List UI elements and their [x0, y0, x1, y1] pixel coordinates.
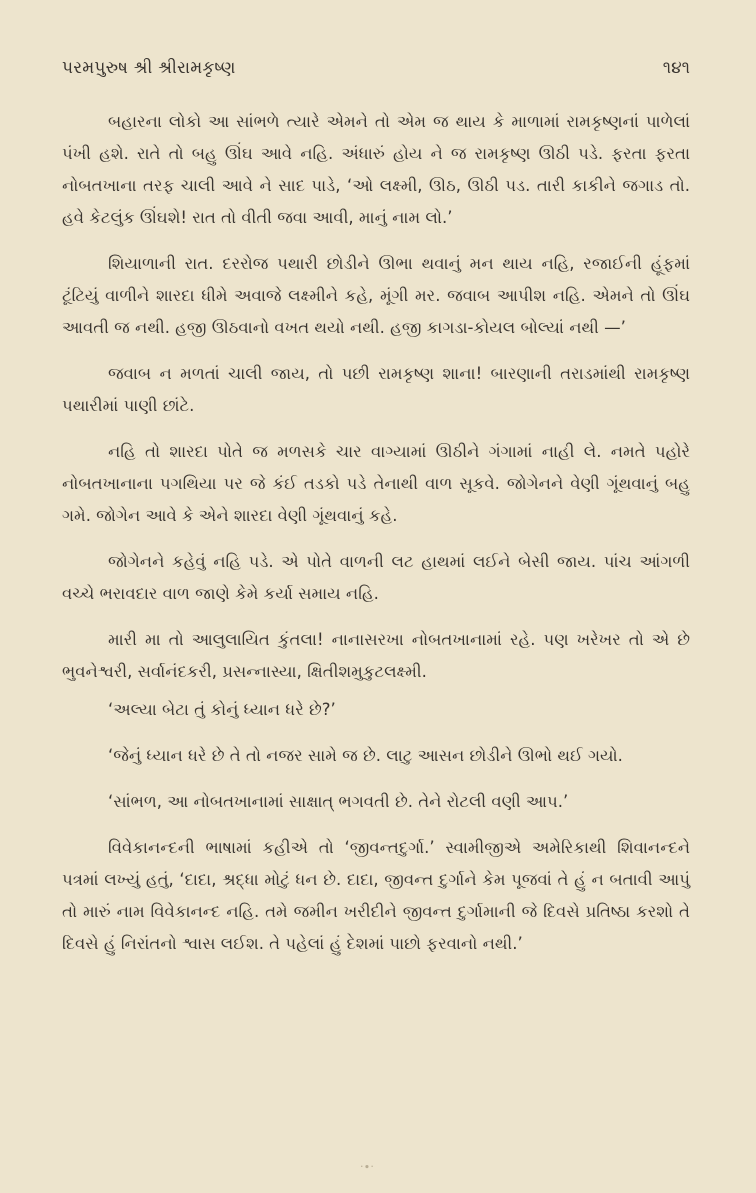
paragraph: નહિ તો શારદા પોતે જ મળસકે ચાર વાગ્યામાં ઊઠીને ગંગામાં નાહી લે. નમતે પહોરે નોબતખાનાના પગથિયા પર જે કંઈ તડકો પડે તેનાથી વાળ સૂકવે. જોગેનને વેણી ગૂંથવાનું બહુ ગમે. જોગેન આવે કે એને શારદા વેણી ગૂંથવાનું કહે.: [62, 442, 690, 525]
paragraph: ‘જેનું ધ્યાન ધરે છે તે તો નજર સામે જ છે. લાટુ આસન છોડીને ઊભો થઈ ગયો.: [108, 746, 623, 765]
page-header: [62, 58, 690, 78]
footer-ornament: ·∙·: [360, 1160, 374, 1173]
paragraph: ‘અલ્યા બેટા તું કોનું ધ્યાન ધરે છે?’: [108, 700, 336, 719]
paragraph: વિવેકાનન્દની ભાષામાં કહીએ તો ‘જીવન્તદુર્ગા.’ સ્વામીજીએ અમેરિકાથી શિવાનન્દને પત્રમાં લખ્યું હતું, ‘દાદા, શ્રદ્ધા મોટું ધન છે. દાદા, જીવન્ત દુર્ગાને કેમ પૂજવાં તે હું ન બતાવી આપું તો મારું નામ વિવેકાનન્દ નહિ. તમે જમીન ખરીદીને જીવન્ત દુર્ગામાની જે દિવસે પ્રતિષ્ઠા કરશો તે દિવસે હું નિરાંતનો શ્વાસ લઈશ. તે પહેલાં હું દેશમાં પાછો ફરવાનો નથી.’: [62, 838, 690, 953]
paragraph: જવાબ ન મળતાં ચાલી જાય, તો પછી રામકૃષ્ણ શાના! બારણાની તરાડમાંથી રામકૃષ્ણ પથારીમાં પાણી છાંટે.: [62, 364, 690, 415]
paragraph: મારી મા તો આલુલાયિત કુંતલા! નાનાસરખા નોબતખાનામાં રહે. પણ ખરેખર તો એ છે ભુવનેશ્વરી, સર્વાનંદકરી, પ્રસન્નાસ્યા, ક્ષિતીશમુકુટલક્ષ્મી.: [62, 630, 690, 681]
running-title: પરમપુરુષ શ્રી શ્રીરામકૃષ્ણ: [62, 58, 236, 78]
page-number: ૧૪૧: [662, 58, 690, 78]
paragraph: બહારના લોકો આ સાંભળે ત્યારે એમને તો એમ જ થાય કે માળામાં રામકૃષ્ણનાં પાળેલાં પંખી હશે. રાતે તો બહુ ઊંઘ આવે નહિ. અંધારું હોય ને જ રામકૃષ્ણ ઊઠી પડે. ફરતા ફરતા નોબતખાના તરફ ચાલી આવે ને સાદ પાડે, ‘ઓ લક્ષ્મી, ઊઠ, ઊઠી પડ. તારી કાકીને જગાડ તો. હવે કેટલુંક ઊંઘશે! રાત તો વીતી જવા આવી, માનું નામ લો.’: [62, 112, 690, 227]
page-body: [62, 106, 690, 960]
paragraph: શિયાળાની રાત. દરરોજ પથારી છોડીને ઊભા થવાનું મન થાય નહિ, રજાઈની હૂંફમાં ટૂંટિયું વાળીને શારદા ધીમે અવાજે લક્ષ્મીને કહે, મૂંગી મર. જવાબ આપીશ નહિ. એમને તો ઊંઘ આવતી જ નથી. હજી ઊઠવાનો વખત થયો નથી. હજી કાગડા-કોયલ બોલ્યાં નથી —’: [62, 254, 690, 337]
paragraph: ‘સાંભળ, આ નોબતખાનામાં સાક્ષાત્ ભગવતી છે. તેને રોટલી વણી આપ.’: [108, 792, 569, 811]
paragraph: જોગેનને કહેવું નહિ પડે. એ પોતે વાળની લટ હાથમાં લઈને બેસી જાય. પાંચ આંગળી વચ્ચે ભરાવદાર વાળ જાણે કેમે કર્યા સમાય નહિ.: [62, 552, 690, 603]
